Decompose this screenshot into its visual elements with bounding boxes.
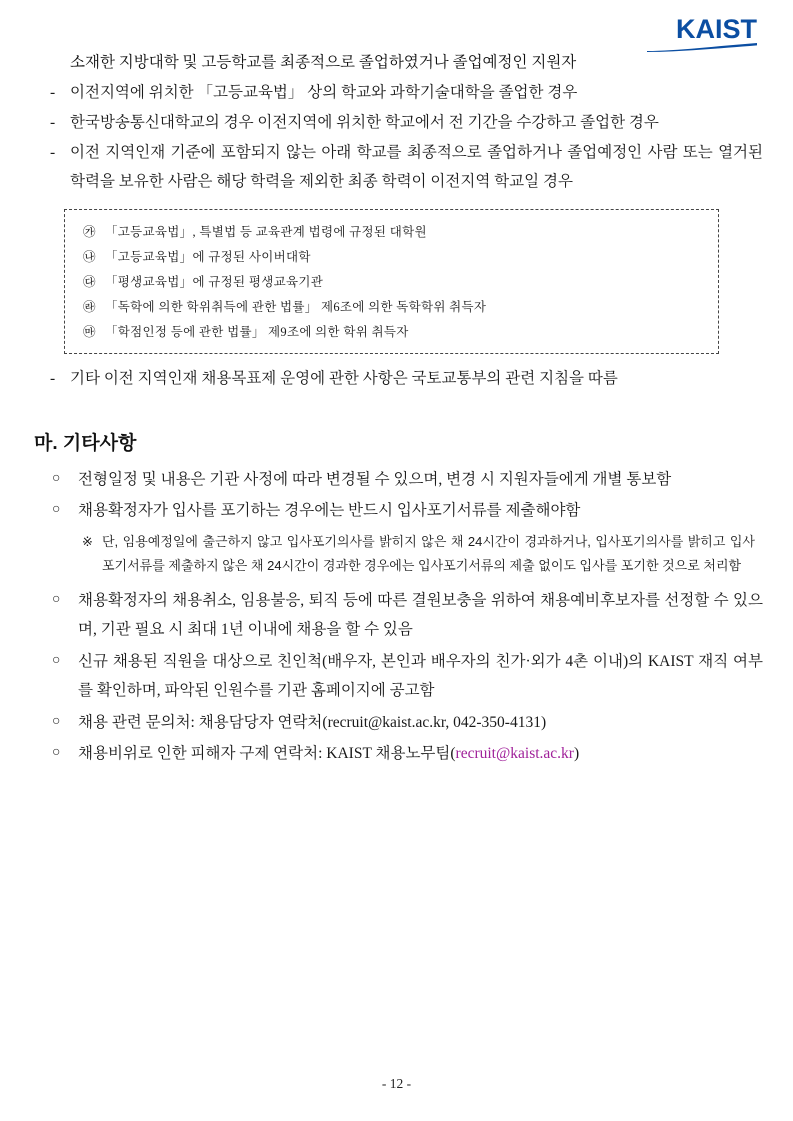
other-item-1-text: 전형일정 및 내용은 기관 사정에 따라 변경될 수 있으며, 변경 시 지원자들에게 개별 통보함 — [78, 470, 672, 488]
other-item-2-note-text: 단, 임용예정일에 출근하지 않고 입사포기의사를 밝히지 않은 채 24시간이 경과하거나, 입사포기의사를 밝히고 입사포기서류를 제출하지 않은 채 24시간이 경과한 경우에는 입사포기서류의 제출 없이도 입사를 포기한 것으로 처리함 — [102, 533, 755, 573]
dash-bullet-3 — [50, 138, 763, 198]
document-content — [0, 48, 793, 769]
contact-inquiry-text — [78, 708, 763, 737]
other-item-1 — [52, 465, 763, 494]
contact-relief-email[interactable]: recruit@kaist.ac.kr — [455, 745, 574, 763]
box-item-2-text: 「고등교육법」에 규정된 사이버대학 — [105, 250, 311, 265]
other-item-4-text: 신규 채용된 직원을 대상으로 친인척(배우자, 본인과 배우자의 친가·외가 4촌 이내)의 KAIST 재직 여부를 확인하며, 파악된 인원수를 기관 홈페이지에 공고함 — [78, 652, 763, 700]
contact-inquiry-suffix: , 042-350-4131) — [445, 713, 547, 731]
contact-relief-prefix: 채용비위로 인한 피해자 구제 연락처: KAIST 채용노무팀( — [78, 745, 456, 763]
box-item-4-mark: ㉱ — [83, 300, 96, 315]
dash-bullet-2-mark: - — [50, 113, 56, 131]
dash-bullet-4-mark: - — [50, 370, 56, 388]
dash-bullet-3-mark: - — [50, 143, 56, 161]
other-item-4 — [52, 647, 763, 706]
circle-bullet-icon: ○ — [52, 591, 61, 607]
box-item-1 — [65, 220, 718, 245]
circle-bullet-icon: ○ — [52, 470, 61, 486]
dash-bullet-4 — [50, 364, 763, 394]
dash-bullet-3-text: 이전 지역인재 기준에 포함되지 않는 아래 학교를 최종적으로 졸업하거나 졸업예정인 사람 또는 열거된 학력을 보유한 사람은 해당 학력을 제외한 최종 학력이 이전지역 학교일 경우 — [70, 143, 763, 191]
box-item-1-text: 「고등교육법」, 특별법 등 교육관계 법령에 규정된 대학원 — [105, 225, 427, 240]
dash-bullet-1-text: 이전지역에 위치한 「고등교육법」 상의 학교와 과학기술대학을 졸업한 경우 — [70, 84, 578, 102]
dash-bullet-1-mark: - — [50, 84, 56, 102]
other-item-3 — [52, 586, 763, 645]
box-item-2 — [65, 245, 718, 270]
section-heading-other-matters: 마. 기타사항 — [34, 432, 137, 454]
page-number: - 12 - — [381, 1076, 412, 1091]
box-item-5-text: 「학점인정 등에 관한 법률」 제9조에 의한 학위 취득자 — [105, 325, 409, 340]
circle-bullet-icon: ○ — [52, 745, 61, 761]
box-item-3-text: 「평생교육법」에 규정된 평생교육기관 — [105, 275, 324, 290]
box-item-1-mark: ㉮ — [83, 225, 96, 240]
box-item-4 — [65, 295, 718, 320]
contact-relief-row — [52, 739, 763, 768]
box-item-2-mark: ㉯ — [83, 250, 96, 265]
dash-bullet-4-text: 기타 이전 지역인재 채용목표제 운영에 관한 사항은 국토교통부의 관련 지침을 따름 — [70, 370, 618, 388]
excluded-schools-box — [64, 209, 719, 354]
box-item-4-text: 「독학에 의한 학위취득에 관한 법률」 제6조에 의한 독학학위 취득자 — [105, 300, 487, 315]
top-paragraph: 소재한 지방대학 및 고등학교를 최종적으로 졸업하였거나 졸업예정인 지원자 — [70, 54, 577, 71]
box-item-5-mark: ㉲ — [83, 325, 96, 340]
other-item-2-text: 채용확정자가 입사를 포기하는 경우에는 반드시 입사포기서류를 제출해야함 — [78, 502, 581, 520]
circle-bullet-icon: ○ — [52, 502, 61, 518]
other-item-3-text: 채용확정자의 채용취소, 임용불응, 퇴직 등에 따른 결원보충을 위하여 채용예비후보자를 선정할 수 있으며, 기관 필요 시 최대 1년 이내에 채용을 할 수 있음 — [78, 591, 763, 639]
box-item-5 — [65, 320, 718, 345]
dash-bullet-2-text: 한국방송통신대학교의 경우 이전지역에 위치한 학교에서 전 기간을 수강하고 졸업한 경우 — [70, 113, 659, 131]
circle-bullet-icon: ○ — [52, 652, 61, 668]
contact-relief-suffix: ) — [573, 745, 580, 763]
circle-bullet-icon: ○ — [52, 713, 61, 729]
other-item-2 — [52, 496, 763, 525]
dash-bullet-1 — [50, 78, 763, 108]
contact-inquiry-email[interactable]: recruit@kaist.ac.kr — [327, 713, 446, 731]
contact-inquiry-prefix: 채용 관련 문의처: 채용담당자 연락처( — [78, 713, 328, 731]
other-item-2-note — [82, 530, 755, 578]
kaist-logo-text: KAIST — [676, 14, 757, 44]
contact-inquiry-row — [52, 708, 763, 737]
dash-bullet-2 — [50, 108, 763, 138]
asterisk-note-icon: ※ — [82, 533, 93, 549]
box-item-3 — [65, 270, 718, 295]
box-item-3-mark: ㉰ — [83, 275, 96, 290]
contact-relief-text — [78, 739, 763, 768]
